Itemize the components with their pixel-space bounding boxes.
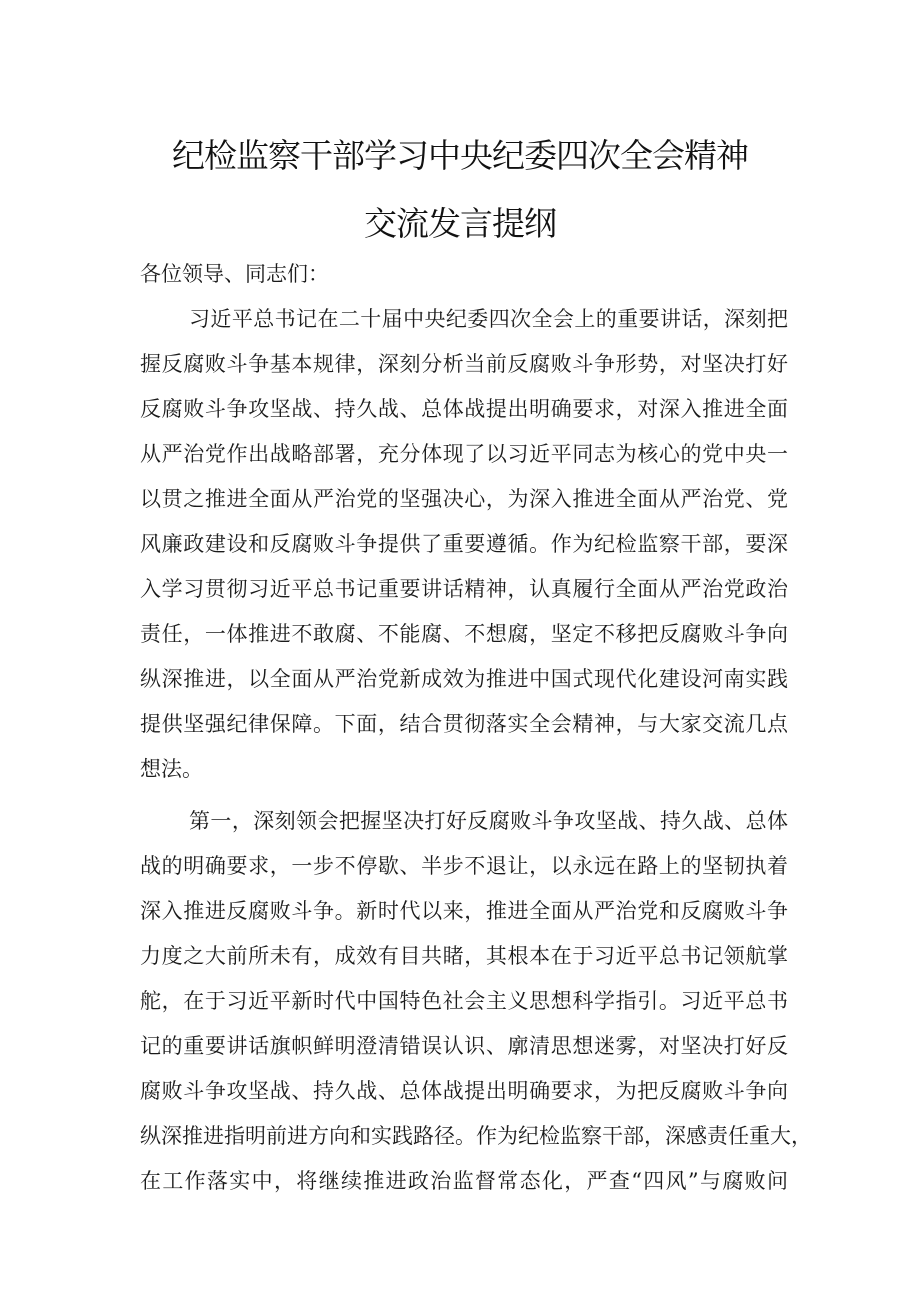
paragraph-1-line: 以贯之推进全面从严治党的坚强决心，为深入推进全面从严治党、党: [140, 487, 788, 511]
paragraph-2-line: 记的重要讲话旗帜鲜明澄清错误认识、廓清思想迷雾，对坚决打好反: [140, 1034, 788, 1058]
paragraph-1-line: 从严治党作出战略部署，充分体现了以习近平同志为核心的党中央一: [140, 442, 788, 466]
paragraph-1-line: 入学习贯彻习近平总书记重要讲话精神，认真履行全面从严治党政治: [140, 577, 788, 601]
paragraph-2-line: 在工作落实中，将继续推进政治监督常态化，严查“四风”与腐败问: [140, 1169, 788, 1193]
paragraph-1-line: 想法。: [140, 757, 203, 781]
paragraph-1-line: 提供坚强纪律保障。下面，结合贯彻落实全会精神，与大家交流几点: [140, 712, 788, 736]
salutation: 各位领导、同志们：: [140, 262, 329, 286]
paragraph-2-line: 战的明确要求，一步不停歇、半步不退让，以永远在路上的坚韧执着: [140, 854, 788, 878]
paragraph-1-line: 习近平总书记在二十届中央纪委四次全会上的重要讲话，深刻把: [189, 307, 788, 331]
paragraph-2-line: 纵深推进指明前进方向和实践路径。作为纪检监察干部，深感责任重大，: [140, 1124, 812, 1148]
paragraph-1-line: 风廉政建设和反腐败斗争提供了重要遵循。作为纪检监察干部，要深: [140, 532, 788, 556]
paragraph-2-line: 深入推进反腐败斗争。新时代以来，推进全面从严治党和反腐败斗争: [140, 899, 788, 923]
paragraph-2-line: 舵，在于习近平新时代中国特色社会主义思想科学指引。习近平总书: [140, 989, 788, 1013]
paragraph-1-line: 责任，一体推进不敢腐、不能腐、不想腐，坚定不移把反腐败斗争向: [140, 622, 788, 646]
document-title-line-2: 交流发言提纲: [364, 204, 556, 243]
paragraph-1-line: 握反腐败斗争基本规律，深刻分析当前反腐败斗争形势，对坚决打好: [140, 352, 788, 376]
paragraph-1-line: 纵深推进，以全面从严治党新成效为推进中国式现代化建设河南实践: [140, 667, 788, 691]
paragraph-2-line: 第一，深刻领会把握坚决打好反腐败斗争攻坚战、持久战、总体: [189, 809, 788, 833]
paragraph-2-line: 力度之大前所未有，成效有目共睹，其根本在于习近平总书记领航掌: [140, 944, 788, 968]
document-title-line-1: 纪检监察干部学习中央纪委四次全会精神: [172, 136, 748, 175]
paragraph-1-line: 反腐败斗争攻坚战、持久战、总体战提出明确要求，对深入推进全面: [140, 397, 788, 421]
paragraph-2-line: 腐败斗争攻坚战、持久战、总体战提出明确要求，为把反腐败斗争向: [140, 1079, 788, 1103]
